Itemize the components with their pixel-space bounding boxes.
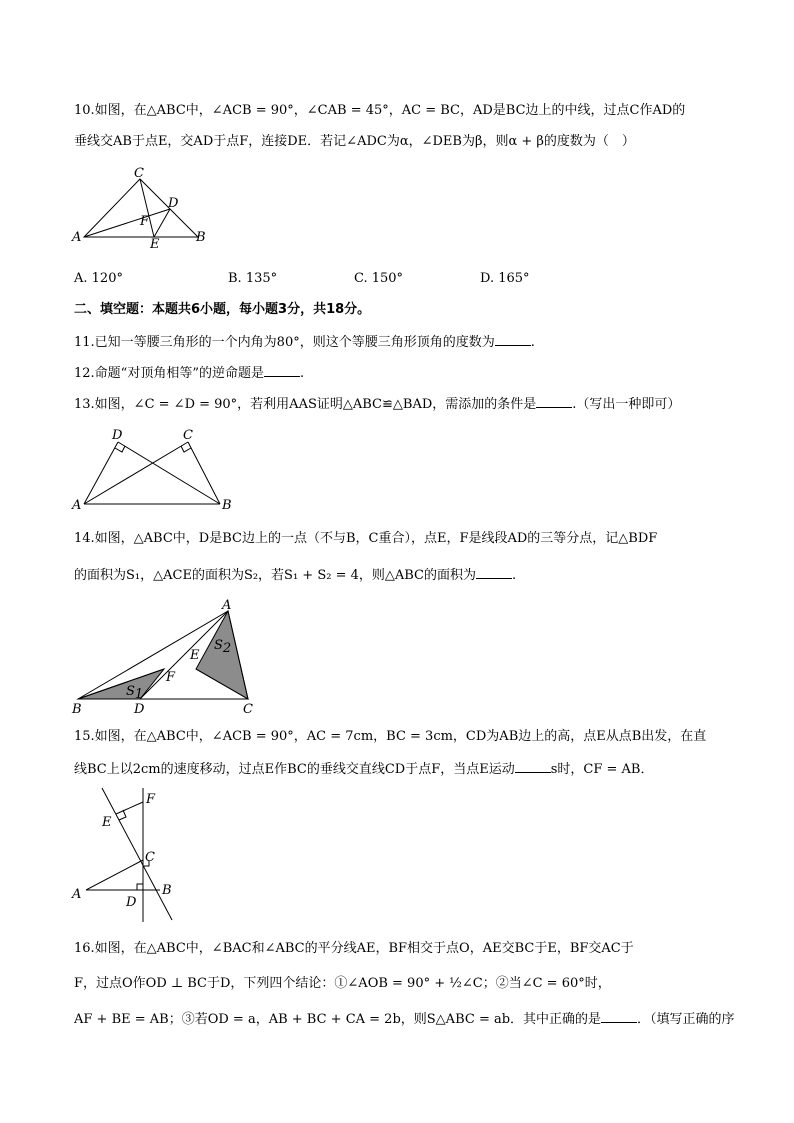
q15-line2 (74, 760, 653, 779)
q16-line3 (74, 1010, 735, 1029)
section-heading: 二、填空题：本题共6小题，每小题3分，共18分。 (74, 302, 371, 317)
q15-label-a: A (72, 887, 82, 902)
q14-label-a: A (222, 598, 232, 613)
q13-label-c: C (183, 428, 193, 443)
q10-option-c: C. 150° (354, 271, 404, 286)
q14-line1: 14.如图，△ABC中，D是BC边上的一点（不与B，C重合），点E，F是线段AD的三等分点，记△BDF (74, 531, 658, 546)
q12-end: . (299, 366, 305, 381)
q15-label-e: E (102, 815, 112, 830)
q10-label-a: A (72, 230, 82, 245)
q10-figure (70, 165, 210, 250)
q10-label-b: B (196, 230, 206, 245)
q14-line2 (74, 566, 516, 585)
q13-blank (536, 395, 572, 408)
q10-line2: 垂线交AB于点E，交AD于点F，连接DE．若记∠ADC为α，∠DEB为β，则α + β的度数为（ ） (74, 134, 635, 149)
q13-label-a: A (72, 498, 82, 513)
q13-label-b: B (222, 498, 232, 513)
q15-figure (68, 782, 188, 927)
q15-label-c: C (145, 850, 155, 865)
q15-blank (515, 760, 551, 773)
q14-label-s2: S2 (214, 638, 232, 656)
q10-option-a: A. 120° (74, 271, 123, 286)
q14-line2-text: 的面积为S₁，△ACE的面积为S₂，若S₁ + S₂ = 4，则△ABC的面积为 (74, 568, 477, 583)
q10-option-b: B. 135° (228, 271, 278, 286)
q15-label-f: F (146, 792, 156, 807)
q16-blank (601, 1010, 637, 1023)
q14-label-s1: S1 (126, 684, 144, 702)
q14-label-b: B (72, 702, 82, 717)
q14-label-e: E (190, 648, 200, 663)
q16-line1: 16.如图，在△ABC中，∠BAC和∠ABC的平分线AE，BF相交于点O，AE交BC于E，BF交AC于 (74, 941, 634, 956)
q13-end: .（写出一种即可） (572, 397, 681, 412)
q12-text: 12.命题“对顶角相等”的逆命题是 (74, 366, 264, 381)
q10-label-f: F (140, 214, 150, 229)
q11 (74, 333, 535, 352)
q14-line2-end: . (512, 568, 517, 583)
q10-option-d: D. 165° (480, 271, 530, 286)
q10-label-c: C (134, 166, 144, 181)
q11-blank (495, 333, 531, 346)
q13-figure (70, 426, 240, 516)
q14-label-c: C (243, 702, 253, 717)
q15-line2-text: 线BC上以2cm的速度移动，过点E作BC的垂线交直线CD于点F，当点E运动 (74, 762, 515, 777)
q14-blank (476, 566, 512, 579)
q12 (74, 364, 304, 383)
q15-line2-end: s时，CF = AB． (550, 762, 654, 777)
q10-options (74, 270, 530, 288)
q16-line2: F，过点O作OD ⊥ BC于D，下列四个结论：①∠AOB = 90° + ½∠C；②当∠C = 60°时， (74, 976, 611, 991)
q15-label-b: B (162, 883, 172, 898)
q11-end: . (530, 335, 535, 350)
q12-blank (264, 364, 300, 377)
q10-line1: 10.如图，在△ABC中，∠ACB = 90°，∠CAB = 45°，AC = BC，AD是BC边上的中线，过点C作AD的 (74, 103, 686, 118)
q15-line1: 15.如图，在△ABC中，∠ACB = 90°，AC = 7cm，BC = 3cm，CD为AB边上的高，点E从点B出发，在直 (74, 729, 707, 744)
q14-label-f: F (166, 670, 176, 685)
q14-figure (68, 597, 268, 717)
q10-label-d: D (168, 196, 179, 211)
q16-line3-end: ．（填写正确的序 (637, 1012, 735, 1027)
q14-label-d: D (134, 702, 145, 717)
q13-text: 13.如图，∠C = ∠D = 90°，若利用AAS证明△ABC≌△BAD，需添加的条件是 (74, 397, 537, 412)
q11-text: 11.已知一等腰三角形的一个内角为80°，则这个等腰三角形顶角的度数为 (74, 335, 495, 350)
q15-label-d: D (126, 895, 137, 910)
q13-label-d: D (112, 428, 123, 443)
q16-line3-text: AF + BE = AB；③若OD = a，AB + BC + CA = 2b，则S△ABC = ab．其中正确的是 (74, 1012, 602, 1027)
q13 (74, 395, 680, 414)
q10-label-e: E (150, 237, 160, 252)
